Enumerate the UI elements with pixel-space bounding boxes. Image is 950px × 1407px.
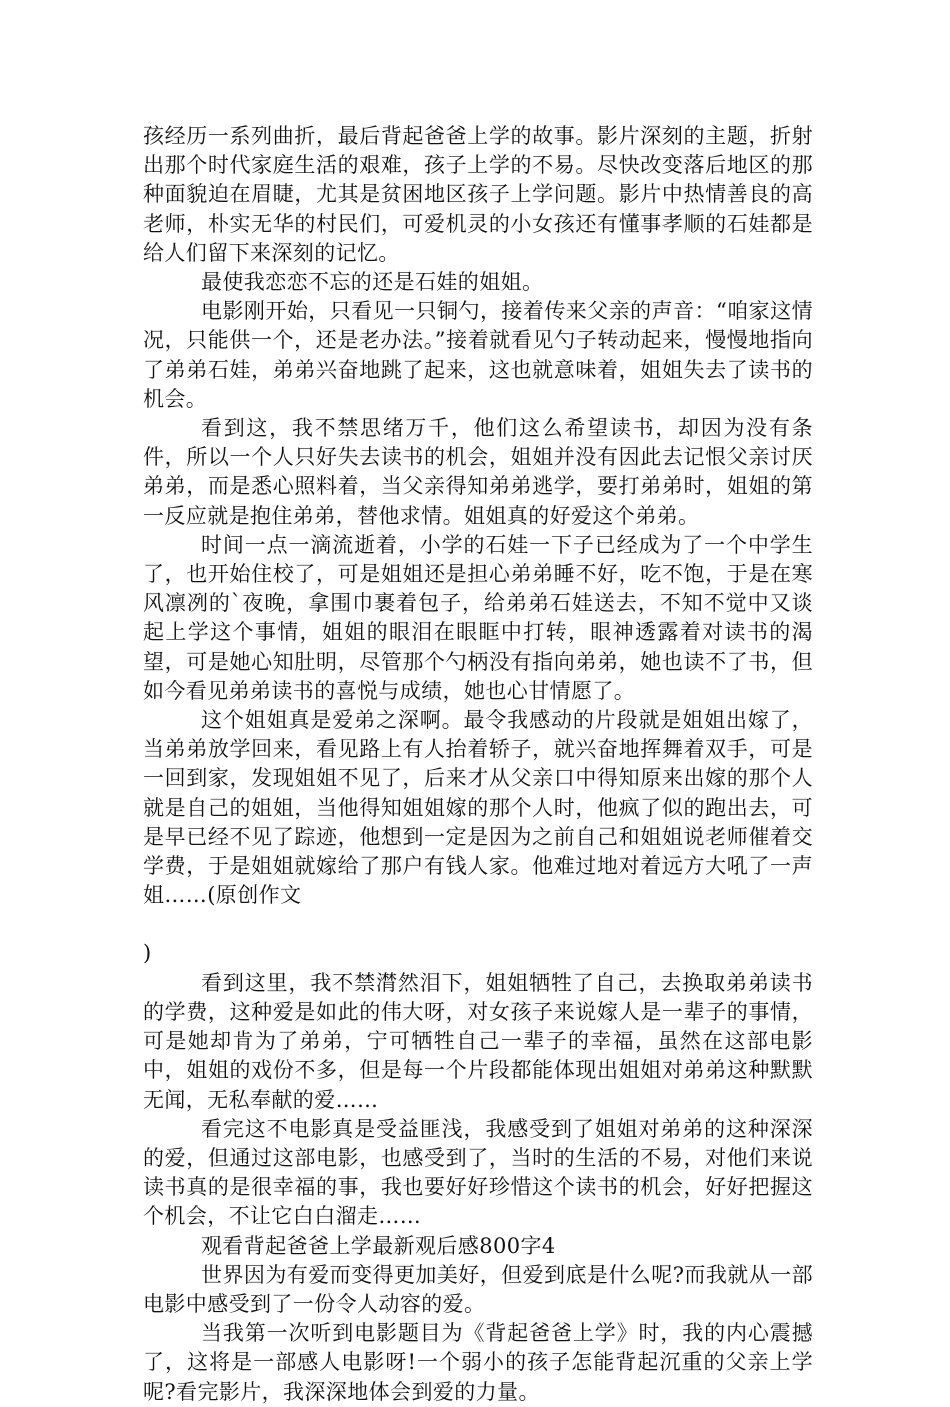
document-body (143, 122, 813, 1407)
paragraph-gap (143, 910, 813, 939)
paragraph-12: 当我第一次听到电影题目为《背起爸爸上学》时，我的内心震撼了，这将是一部感人电影呀!一个弱小的孩子怎能背起沉重的父亲上学呢?看完影片，我深深地体会到爱的力量。 (143, 1321, 813, 1404)
paragraph-3: 电影刚开始，只看见一只铜勺，接着传来父亲的声音：“咱家这情况，只能供一个，还是老办法。”接着就看见勺子转动起来，慢慢地指向了弟弟石娃，弟弟兴奋地跳了起来，这也就意味着，姐姐失去了读书的机会。 (143, 299, 813, 411)
paragraph-7: ) (143, 941, 152, 966)
paragraph-8: 看到这里，我不禁潸然泪下，姐姐牺牲了自己，去换取弟弟读书的学费，这种爱是如此的伟大呀，对女孩子来说嫁人是一辈子的事情，可是她却肯为了弟弟，宁可牺牲自己一辈子的幸福，虽然在这部电影中，姐姐的戏份不多，但是每一个片段都能体现出姐姐对弟弟这种默默无闻，无私奉献的爱…… (143, 970, 813, 1112)
paragraph-4: 看到这，我不禁思绪万千，他们这么希望读书，却因为没有条件，所以一个人只好失去读书的机会，姐姐并没有因此去记恨父亲讨厌弟弟，而是悉心照料着，当父亲得知弟弟逃学，要打弟弟时，姐姐的第一反应就是抱住弟弟，替他求情。姐姐真的好爱这个弟弟。 (143, 416, 813, 528)
paragraph-11: 世界因为有爱而变得更加美好，但爱到底是什么呢?而我就从一部电影中感受到了一份令人动容的爱。 (143, 1262, 813, 1316)
paragraph-6: 这个姐姐真是爱弟之深啊。最令我感动的片段就是姐姐出嫁了，当弟弟放学回来，看见路上有人抬着轿子，就兴奋地挥舞着双手，可是一回到家，发现姐姐不见了，后来才从父亲口中得知原来出嫁的那个人就是自己的姐姐，当他得知姐姐嫁的那个人时，他疯了似的跑出去，可是早已经不见了踪迹，他想到一定是因为之前自己和姐姐说老师催着交学费，于是姐姐就嫁给了那户有钱人家。他难过地对着远方大吼了一声姐……(原创作文 (143, 708, 813, 908)
paragraph-2: 最使我恋恋不忘的还是石娃的姐姐。 (201, 270, 544, 295)
paragraph-9: 看完这不电影真是受益匪浅，我感受到了姐姐对弟弟的这种深深的爱，但通过这部电影，也感受到了，当时的生活的不易，对他们来说读书真的是很幸福的事，我也要好好珍惜这个读书的机会，好好把握这个机会，不让它白白溜走…… (143, 1116, 813, 1229)
section-heading: 观看背起爸爸上学最新观后感800字4 (201, 1233, 556, 1258)
paragraph-5: 时间一点一滴流逝着，小学的石娃一下子已经成为了一个中学生了，也开始住校了，可是姐姐还是担心弟弟睡不好，吃不饱，于是在寒风凛冽的`夜晚，拿围巾裹着包子，给弟弟石娃送去，不知不觉中又谈起上学这个事情，姐姐的眼泪在眼眶中打转，眼神透露着对读书的渴望，可是她心知肚明，尽管那个勺柄没有指向弟弟，她也读不了书，但如今看见弟弟读书的喜悦与成绩，她也心甘情愿了。 (143, 532, 813, 703)
paragraph-1: 孩经历一系列曲折，最后背起爸爸上学的故事。影片深刻的主题，折射出那个时代家庭生活的艰难，孩子上学的不易。尽快改变落后地区的那种面貌迫在眉睫，尤其是贫困地区孩子上学问题。影片中热情善良的高老师，朴实无华的村民们，可爱机灵的小女孩还有懂事孝顺的石娃都是给人们留下来深刻的记忆。 (143, 124, 813, 265)
